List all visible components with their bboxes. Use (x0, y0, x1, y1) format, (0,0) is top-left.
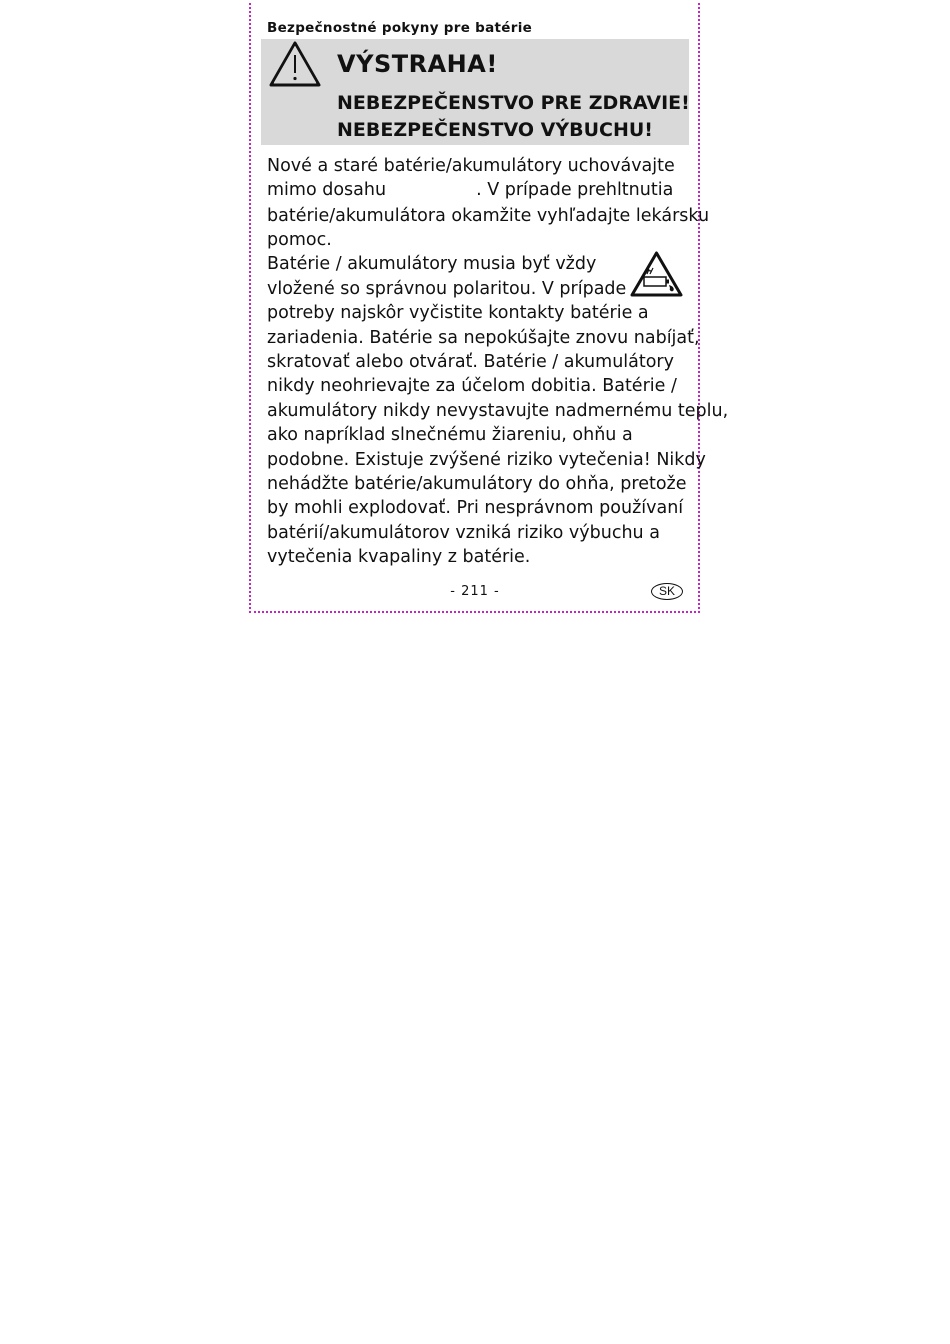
warning-explosion: NEBEZPEČENSTVO VÝBUCHU! (337, 119, 653, 141)
battery-leak-warning-icon (629, 250, 684, 298)
body-line-part: mimo dosahu (267, 180, 387, 200)
body-line: Nové a staré batérie/akumulátory uchovávajte (267, 156, 675, 176)
body-line-part: . V prípade prehltnutia (476, 180, 674, 200)
warning-triangle-icon (268, 40, 322, 88)
body-line: vytečenia kvapaliny z batérie. (267, 547, 531, 567)
body-line: zariadenia. Batérie sa nepokúšajte znovu nabíjať, (267, 328, 700, 348)
warning-title: VÝSTRAHA! (337, 50, 498, 78)
language-badge: SK (651, 583, 683, 600)
page-number: - 211 - (450, 584, 500, 599)
body-line: podobne. Existuje zvýšené riziko vytečenia! Nikdy (267, 450, 706, 470)
section-heading: Bezpečnostné pokyny pre batérie (267, 20, 533, 36)
body-line (267, 179, 673, 201)
warning-health: NEBEZPEČENSTVO PRE ZDRAVIE! (337, 92, 690, 114)
body-line: batérií/akumulátorov vzniká riziko výbuchu a (267, 523, 660, 543)
body-line: Batérie / akumulátory musia byť vždy (267, 254, 597, 274)
body-line: skratovať alebo otvárať. Batérie / akumulátory (267, 352, 674, 372)
body-line: pomoc. (267, 230, 332, 250)
body-line: nikdy neohrievajte za účelom dobitia. Batérie / (267, 376, 677, 396)
body-line: by mohli explodovať. Pri nesprávnom používaní (267, 498, 684, 518)
body-line: potreby najskôr vyčistite kontakty batérie a (267, 303, 649, 323)
body-line: akumulátory nikdy nevystavujte nadmernému teplu, (267, 401, 729, 421)
body-line: nehádžte batérie/akumulátory do ohňa, pretože (267, 474, 687, 494)
body-line: ako napríklad slnečnému žiareniu, ohňu a (267, 425, 633, 445)
body-line: batérie/akumulátora okamžite vyhľadajte lekársku (267, 206, 710, 226)
body-line: vložené so správnou polaritou. V prípade (267, 279, 627, 299)
